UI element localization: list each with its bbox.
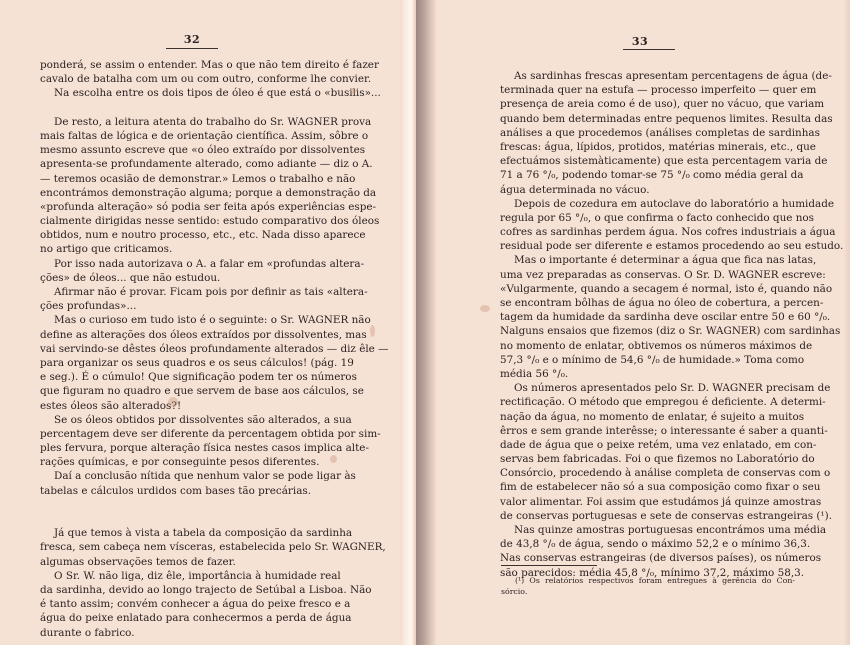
text-line: que figuram no quadro e que servem de base aos cálculos, se: [40, 385, 364, 398]
text-line: Mas o curioso em tudo isto é o seguinte: o Sr. WAGNER não: [54, 314, 371, 327]
text-line: uma vez preparadas as conservas. O Sr. D. WAGNER escreve:: [500, 268, 826, 281]
text-line: «profunda alteração» só podia ser feita após experiências espe-: [40, 200, 377, 213]
text-line: água do peixe enlatado para conhecermos a perda de água: [40, 612, 352, 625]
blank-line: [40, 512, 338, 526]
text-line: são parecidos: média 45,8 °/₀, mínimo 37,2, máximo 58,3.: [500, 566, 805, 579]
text-line: e seg.). É o cúmulo! Que significação podem ter os números: [40, 371, 357, 384]
text-line: análises a que procedemos (análises completas de sardinhas: [500, 126, 820, 139]
text-line: regula por 65 °/₀, o que confirma o facto conhecido que nos: [500, 211, 815, 224]
right-page-number: 33: [631, 35, 649, 48]
text-line: algumas observações temos de fazer.: [40, 555, 236, 568]
text-line: de conservas portuguesas e sete de conservas estrangeiras (¹).: [500, 509, 833, 522]
footnote-rule: [501, 565, 597, 566]
text-line: De resto, a leitura atenta do trabalho do Sr. WAGNER prova: [54, 115, 372, 128]
left-page: [0, 0, 415, 645]
paper-stain: [350, 88, 356, 94]
text-line: Nalguns ensaios que fizemos (diz o Sr. WAGNER) com sardinhas: [500, 325, 841, 338]
right-page-body: [500, 69, 844, 580]
text-line: sórcio.: [501, 587, 528, 596]
text-line: O Sr. W. não liga, diz êle, importância à humidade real: [54, 569, 341, 582]
text-line: se encontram bôlhas de água no óleo de cobertura, a percen-: [500, 297, 824, 309]
text-line: êrros e sem grande interêsse; o interessante é saber a quanti-: [500, 424, 828, 437]
text-line: valor alimentar. Foi assim que estudámos já quinze amostras: [500, 495, 822, 508]
text-line: Já que temos à vista a tabela da composição da sardinha: [54, 527, 353, 540]
text-line: ções» de óleos... que não estudou.: [40, 271, 221, 284]
text-line: média 56 °/₀.: [500, 367, 569, 380]
text-line: presença de areia como é de uso), quer no vácuo, que variam: [500, 98, 825, 111]
text-line: — teremos ocasião de demonstrar.» Lemos o trabalho e não: [40, 172, 356, 185]
text-line: Depois de cozedura em autoclave do laboratório a humidade: [514, 197, 835, 210]
text-line: durante o fabrico.: [40, 626, 135, 639]
paper-stain: [330, 455, 337, 463]
right-page-number-rule: [623, 49, 675, 50]
left-page-number-rule: [166, 48, 218, 49]
footnote: [501, 575, 795, 597]
gutter-shadow: [416, 0, 436, 645]
text-line: terminada quer na estufa — processo imperfeito — quer em: [500, 84, 817, 97]
paper-stain: [370, 325, 375, 337]
text-line: vai servindo-se dêstes óleos profundamente alterados — diz êle —: [40, 342, 389, 355]
text-line: Por isso nada autorizava o A. a falar em «profundas altera-: [54, 257, 365, 270]
text-line: Daí a conclusão nítida que nenhum valor se pode ligar às: [54, 470, 356, 483]
text-line: Consórcio, procedendo à análise completa de conservas com o: [500, 467, 831, 480]
text-line: da sardinha, devido ao longo trajecto de Setúbal a Lisboa. Não: [40, 583, 372, 596]
text-line: quando bem determinadas entre pequenos limites. Resulta das: [500, 112, 833, 125]
text-line: ples fervura, porque alteração física nestes casos implica alte-: [40, 442, 369, 455]
text-line: Na escolha entre os dois tipos de óleo é que está o «busilis»...: [54, 87, 381, 100]
text-line: 57,3 °/₀ e o mínimo de 54,6 °/₀ de humidade.» Toma como: [500, 353, 805, 366]
text-line: define as alterações dos óleos extraídos por dissolventes, mas: [40, 328, 367, 341]
text-line: «Vulgarmente, quando a secagem é normal, isto é, quando não: [500, 282, 833, 295]
text-line: no artigo que criticamos.: [40, 243, 173, 256]
text-line: As sardinhas frescas apresentam percentagens de água (de-: [514, 70, 832, 82]
left-page-number: 32: [183, 33, 201, 46]
text-line: tagem da humidade da sardinha deve oscilar entre 50 e 60 °/₀.: [500, 311, 831, 324]
text-line: efectuámos sistemàticamente) que esta percentagem varia de: [500, 155, 828, 168]
blank-line: [40, 498, 338, 512]
text-line: ponderá, se assim o entender. Mas o que não tem direito é fazer: [40, 59, 379, 71]
text-line: fresca, sem cabeça nem vísceras, estabelecida pelo Sr. WAGNER,: [40, 541, 386, 554]
text-line: encontrámos demonstração alguma; porque a demonstração da: [40, 186, 377, 199]
text-line: frescas: água, lípidos, protidos, matérias minerais, etc., que: [500, 140, 816, 153]
left-page-body: [40, 58, 389, 640]
blank-line: [40, 101, 338, 115]
text-line: Nas quinze amostras portuguesas encontrámos uma média: [514, 524, 827, 536]
text-line: obtidos, num e noutro processo, etc., etc. Nada disso aparece: [40, 229, 366, 242]
text-line: cavalo de batalha com um ou com outro, conforme lhe convier.: [40, 73, 372, 86]
text-line: fim de estabelecer não só a sua composição como fixar o seu: [500, 481, 821, 494]
text-line: Afirmar não é provar. Ficam pois por definir as tais «altera-: [54, 286, 368, 298]
text-line: para organizar os seus quadros e os seus cálculos! (pág. 19: [40, 356, 354, 369]
text-line: percentagem deve ser diferente da percentagem obtida por sim-: [40, 427, 381, 440]
text-line: 71 a 76 °/₀, podendo tomar-se 75 °/₀ como média geral da: [500, 169, 804, 182]
text-line: nação da água, no momento de enlatar, é sujeito a muitos: [500, 410, 805, 423]
text-line: cialmente dirigidas nesse sentido: estudo comparativo dos óleos: [40, 215, 380, 228]
text-line: mesmo assunto escreve que «o óleo extraído por dissolventes: [40, 144, 366, 157]
text-line: tabelas e cálculos urdidos com bases tão precárias.: [40, 484, 312, 497]
text-line: estes óleos são alterados?!: [40, 399, 182, 412]
text-line: mais faltas de lógica e de orientação científica. Assim, sôbre o: [40, 129, 369, 142]
gutter-highlight: [400, 0, 416, 645]
text-line: Se os óleos obtidos por dissolventes são alterados, a sua: [54, 413, 352, 426]
text-line: de 43,8 °/₀ de água, sendo o máximo 52,2 e o mínimo 36,3.: [500, 538, 811, 551]
page-edge: [844, 0, 850, 645]
text-line: residual pode ser diferente e estamos procedendo ao seu estudo.: [500, 240, 844, 253]
paper-stain: [168, 397, 178, 407]
text-line: água determinada no vácuo.: [500, 183, 650, 196]
text-line: é tanto assim; convém conhecer a água do peixe fresco e a: [40, 598, 351, 611]
text-line: Nas conservas estrangeiras (de diversos países), os números: [500, 552, 822, 565]
text-line: Os números apresentados pelo Sr. D. WAGNER precisam de: [514, 382, 831, 395]
paper-stain: [480, 305, 490, 312]
text-line: dade de água que o peixe retém, uma vez enlatado, em con-: [500, 438, 817, 451]
text-line: rações químicas, e por conseguinte pesos diferentes.: [40, 456, 320, 469]
text-line: cofres as sardinhas perdem água. Nos cofres industriais a água: [500, 226, 836, 239]
text-line: (¹) Os relatórios respectivos foram entregues à gerência do Con-: [515, 576, 795, 585]
text-line: servas bem fabricadas. Foi o que fizemos no Laboratório do: [500, 453, 815, 466]
text-line: rectificação. O método que empregou é deficiente. A determi-: [500, 396, 826, 409]
text-line: apresenta-se profundamente alterado, como adiante — diz o A.: [40, 158, 373, 171]
text-line: ções profundas»...: [40, 300, 137, 313]
text-line: Mas o importante é determinar a água que fica nas latas,: [514, 254, 817, 267]
text-line: no momento de enlatar, obtivemos os números máximos de: [500, 339, 813, 352]
